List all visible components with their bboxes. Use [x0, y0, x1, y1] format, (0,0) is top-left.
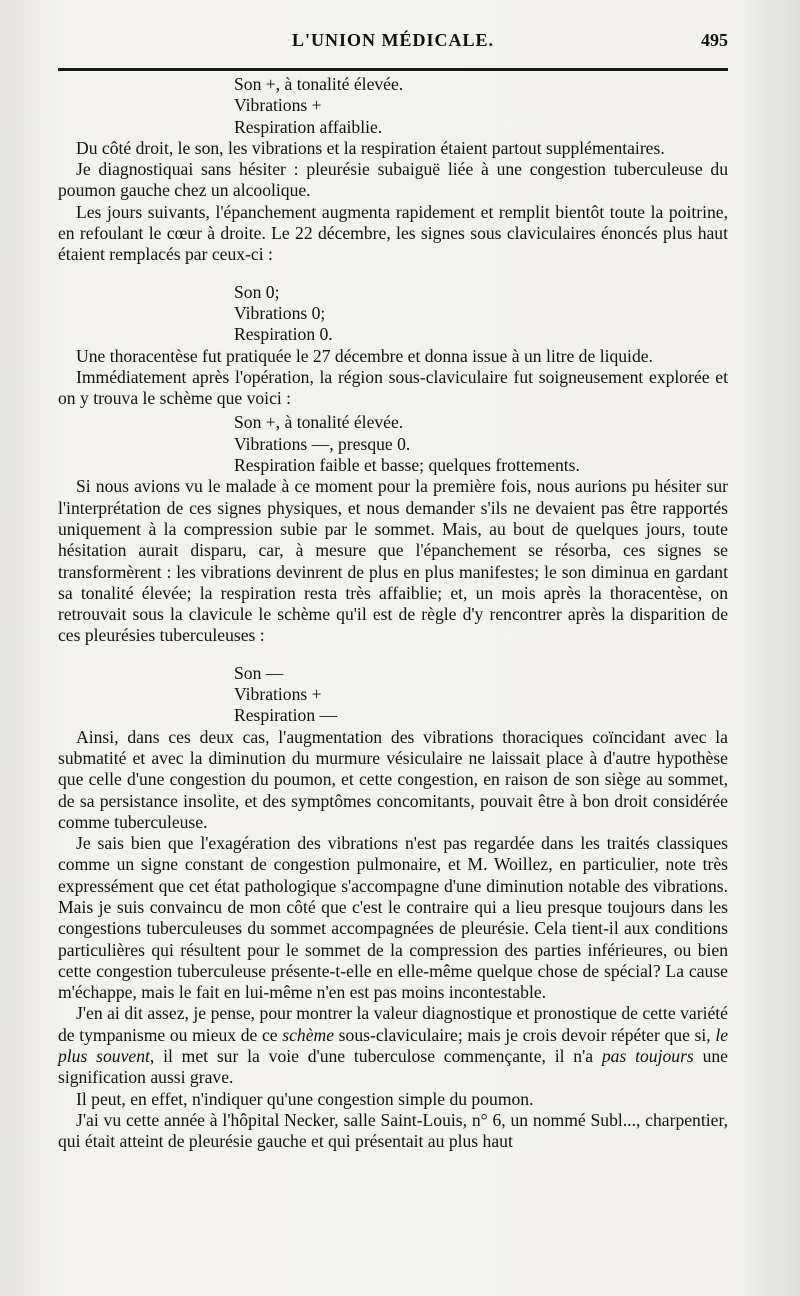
scheme-line: Son +, à tonalité élevée.	[234, 74, 404, 94]
scheme-block-2	[234, 282, 728, 346]
scheme-line: Respiration faible et basse; quelques frottements.	[234, 455, 580, 476]
scheme-block-1	[234, 74, 728, 138]
paragraph: Ainsi, dans ces deux cas, l'augmentation des vibrations thoraciques coïncidant avec la submatité et avec la diminution du murmure vésiculaire ne laissait place à d'autre hypothèse que celle d'une congestion du poumon, et cette congestion, en raison de son siège au sommet, de sa persistance insolite, et des symptômes concomitants, pouvait être à bon droit considérée comme tuberculeuse.	[58, 726, 728, 832]
paragraph: Il peut, en effet, n'indiquer qu'une congestion simple du poumon.	[76, 1088, 534, 1109]
emphasis: pas toujours	[601, 1046, 694, 1067]
scheme-line: Respiration 0.	[234, 324, 333, 345]
scheme-block-3	[234, 412, 728, 476]
running-title: L'UNION MÉDICALE.	[291, 30, 495, 50]
emphasis: schème	[282, 1024, 335, 1045]
paragraph: Je sais bien que l'exagération des vibrations n'est pas regardée dans les traités classiques comme un signe constant de congestion pulmonaire, et M. Woillez, en particulier, note très expressément que cet état pathologique s'accompagne d'une diminution notable des vibrations. Mais je suis convaincu de mon côté que c'est le contraire qui a lieu presque toujours dans les congestions tuberculeuses du sommet accompagnées de pleurésie. Cela tient-il aux conditions particulières qui résultent pour le sommet de la compression des parties inférieures, ou bien cette congestion tuberculeuse présente-t-elle en elle-même quelque chose de spécial? La cause m'échappe, mais le fait en lui-même n'en est pas moins incontestable.	[58, 833, 728, 1003]
emphasis: le plus souvent	[58, 1024, 729, 1067]
paragraph	[58, 1003, 728, 1088]
scheme-line: Vibrations +	[234, 684, 322, 705]
paragraph: Immédiatement après l'opération, la région sous-claviculaire fut soigneusement explorée et on y trouva le schème que voici :	[58, 366, 728, 409]
scheme-block-4	[234, 663, 728, 727]
header-rule	[58, 68, 728, 71]
scheme-line: Vibrations +	[234, 95, 322, 116]
paragraph: Du côté droit, le son, les vibrations et la respiration étaient partout supplémentaires.	[76, 137, 665, 158]
scheme-line: Vibrations —, presque 0.	[234, 433, 411, 454]
paragraph: Si nous avions vu le malade à ce moment pour la première fois, nous aurions pu hésiter sur l'interprétation de ces signes physiques, et nous demander s'ils ne devaient pas être rapportés uniquement à la compression subie par le sommet. Mais, au bout de quelques jours, toute hésitation aurait disparu, car, à mesure que l'épanchement se résorba, ces signes se transformèrent : les vibrations devinrent de plus en plus manifestes; le son diminua en gardant sa tonalité élevée; la respiration resta très affaiblie; et, un mois après la thoracentèse, on retrouvait sous la clavicule le schème qu'il est de règle d'y rencontrer après la disparition de ces pleurésies tuberculeuses :	[58, 476, 728, 646]
text-run: J'en ai dit assez, je pense, pour montrer la valeur diagnostique et pronostique de cette variété de tympanisme ou mieux de ce	[58, 1003, 728, 1045]
text-run: , il met sur la voie d'une tuberculose commençante, il n'a	[149, 1046, 602, 1067]
page-header	[58, 26, 728, 62]
paragraph: J'ai vu cette année à l'hôpital Necker, salle Saint-Louis, n° 6, un nommé Subl..., charpentier, qui était atteint de pleurésie gauche et qui présentait au plus haut	[58, 1109, 728, 1152]
paragraph: Une thoracentèse fut pratiquée le 27 décembre et donna issue à un litre de liquide.	[76, 345, 653, 366]
article-body	[58, 74, 728, 1153]
scheme-line: Respiration affaiblie.	[234, 116, 383, 137]
text-run: sous-claviculaire; mais je crois devoir répéter que si,	[334, 1024, 716, 1045]
paragraph: Les jours suivants, l'épanchement augmenta rapidement et remplit bientôt toute la poitrine, en refoulant le cœur à droite. Le 22 décembre, les signes sous claviculaires énoncés plus haut étaient remplacés par ceux-ci :	[58, 201, 728, 265]
page-number: 495	[701, 30, 728, 50]
scheme-line: Son +, à tonalité élevée.	[234, 412, 404, 433]
paragraph: Je diagnostiquai sans hésiter : pleurésie subaiguë liée à une congestion tuberculeuse du poumon gauche chez un alcoolique.	[58, 159, 728, 201]
scheme-line: Son 0;	[234, 281, 280, 302]
scheme-line: Respiration —	[234, 705, 338, 726]
text-run: une signification aussi grave.	[58, 1046, 728, 1088]
scheme-line: Son —	[234, 662, 284, 683]
scheme-line: Vibrations 0;	[234, 302, 326, 323]
